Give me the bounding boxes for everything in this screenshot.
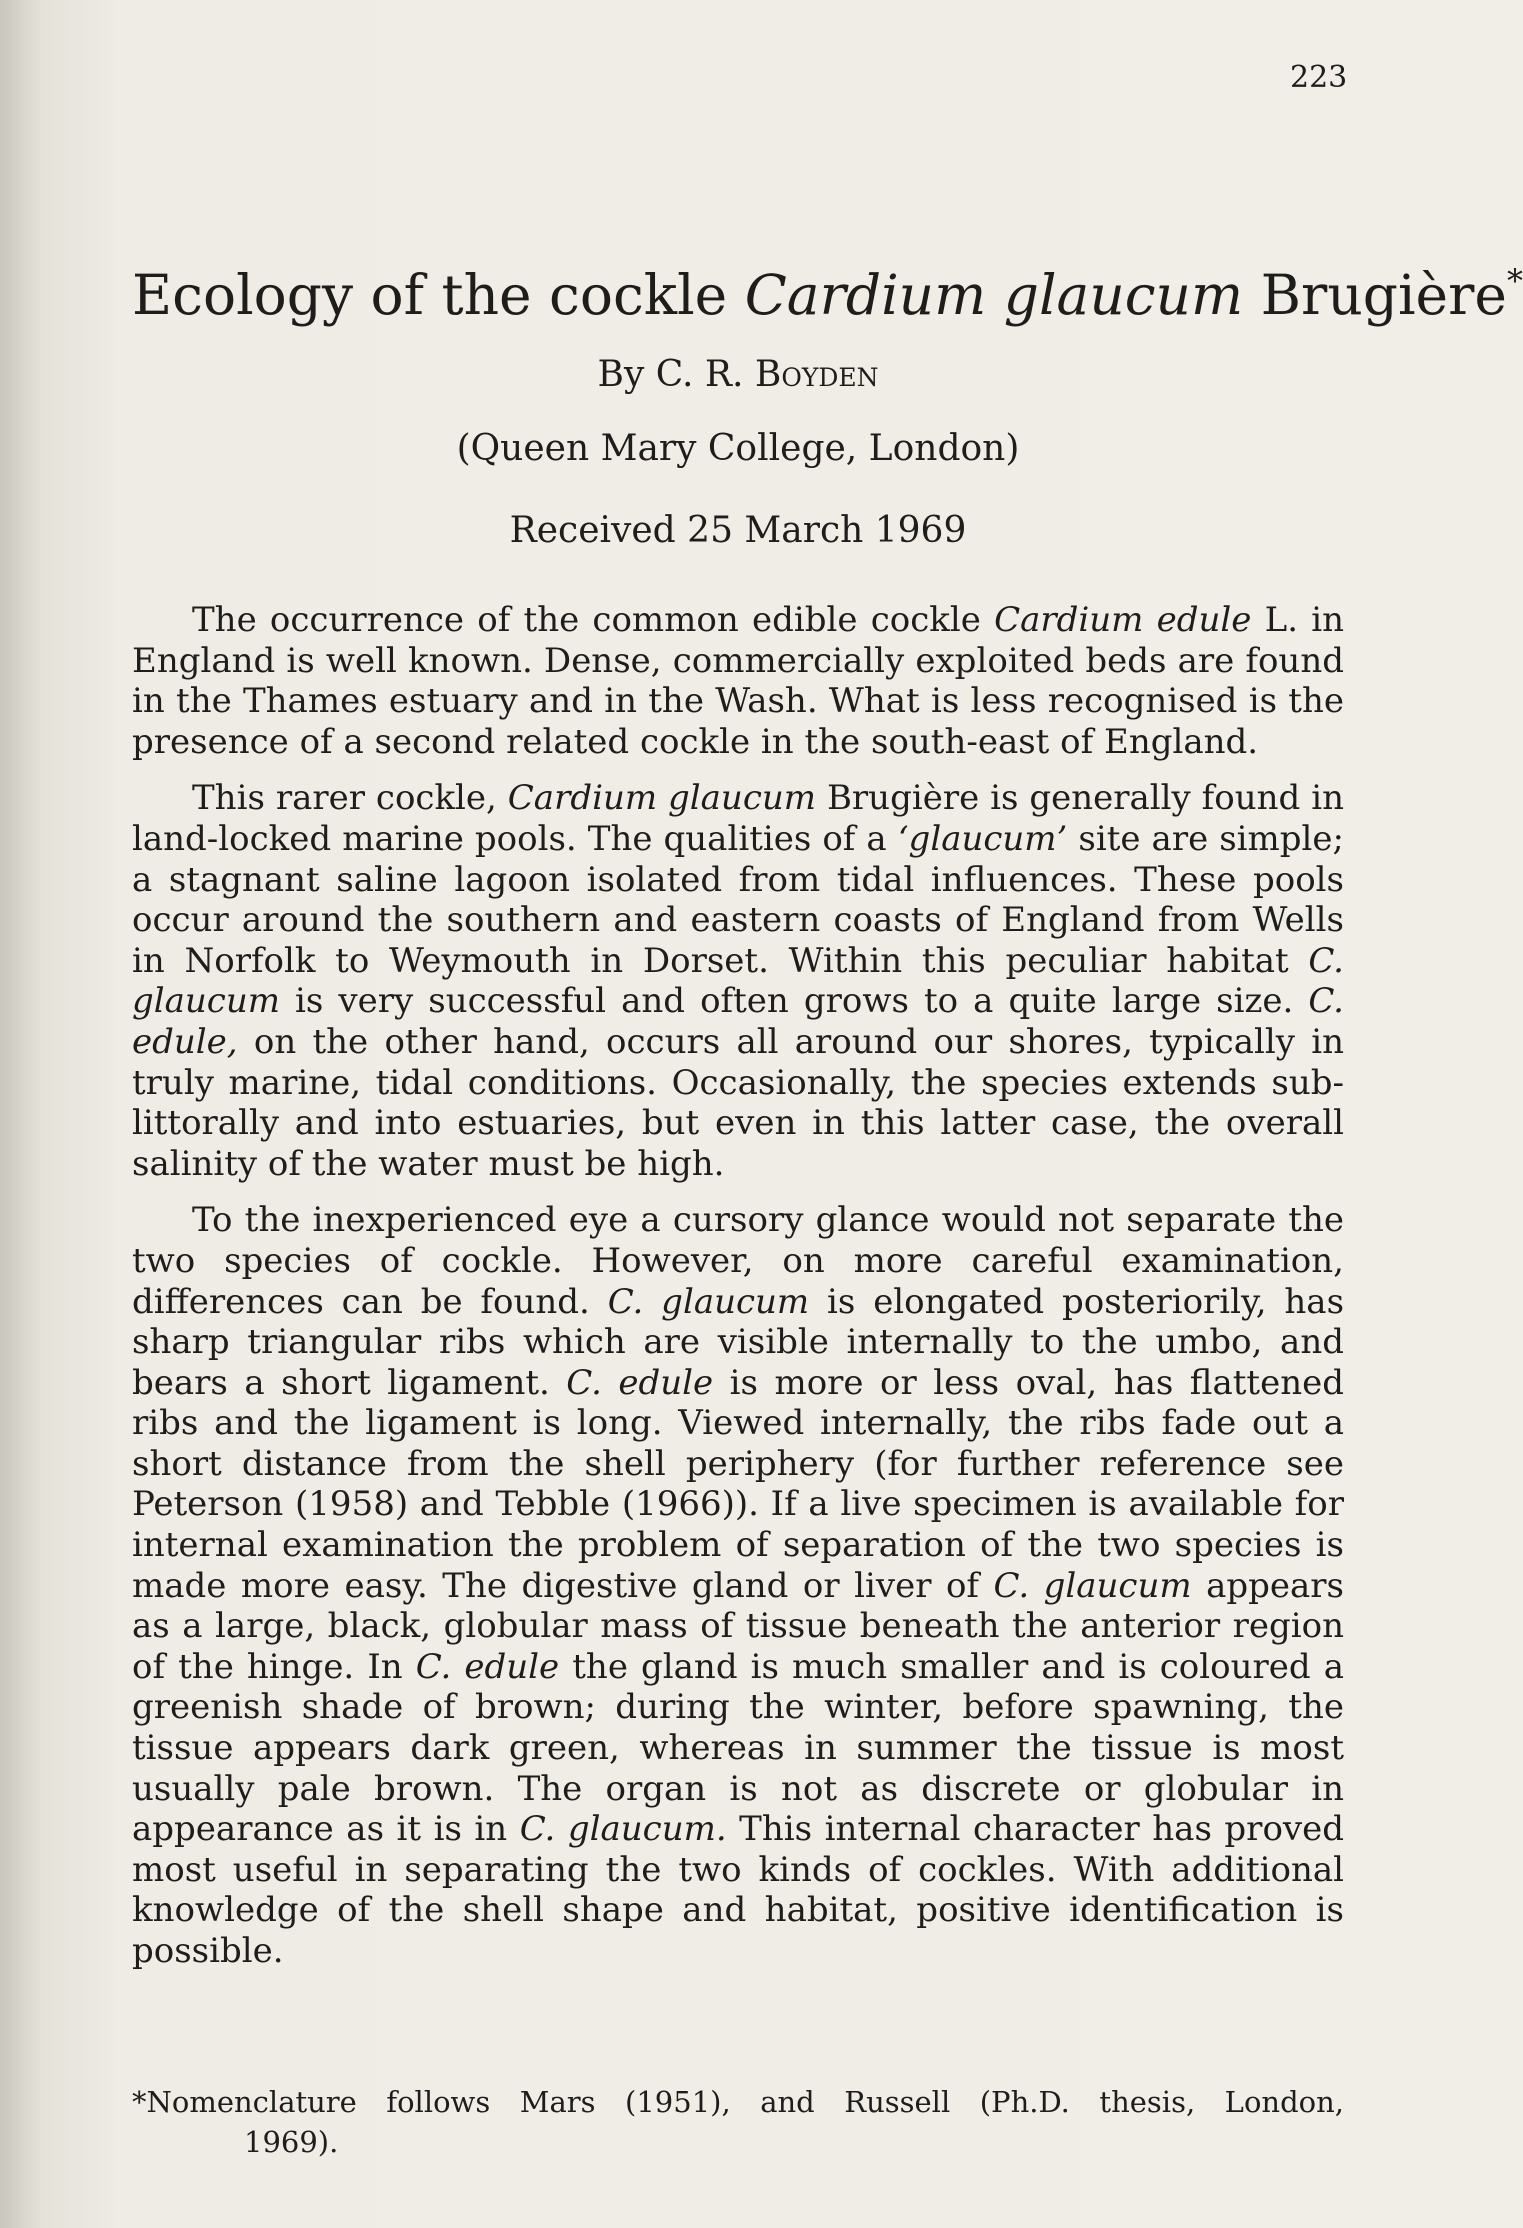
paragraph bbox=[132, 778, 1344, 1184]
text-run: This rarer cockle, bbox=[192, 778, 508, 819]
text-run: This internal character has proved most useful in separating the two kinds of cockles. With additional knowledge of the shell shape and habitat, positive identification is possible. bbox=[132, 1809, 1345, 1971]
footnote-line-2: 1969). bbox=[244, 2125, 339, 2159]
italic-term: C. glaucum bbox=[607, 1281, 810, 1322]
text-run: appears as a large, black, globular mass of tissue beneath the anterior region of the hinge. In bbox=[132, 1565, 1344, 1687]
italic-term: C. edule, bbox=[132, 981, 1344, 1062]
italic-term: ‘glaucum’ bbox=[897, 818, 1068, 859]
italic-term: C. edule bbox=[566, 1362, 714, 1403]
italic-term: C. glaucum. bbox=[519, 1809, 727, 1850]
text-run: The occurrence of the common edible cockle bbox=[192, 600, 995, 640]
paragraph bbox=[132, 600, 1344, 762]
title-text-start: Ecology of the cockle bbox=[132, 263, 745, 327]
italic-term: C. glaucum bbox=[993, 1565, 1192, 1606]
paragraph bbox=[132, 1200, 1344, 1971]
text-run: the gland is much smaller and is coloured a greenish shade of brown; during the winter, before spawning, the tissue appears dark green, whereas in summer the tissue is most usually pale brown. The organ is not as discrete or globular in appearance as it is in bbox=[132, 1646, 1344, 1850]
byline bbox=[132, 354, 1344, 395]
title-text-end: Brugière bbox=[1243, 263, 1507, 327]
italic-term: Cardium edule bbox=[994, 600, 1252, 640]
text-run: To the inexperienced eye a cursory glance would not separate the two species of cockle. However, on more careful examination, differences can be found. bbox=[132, 1200, 1344, 1322]
text-run: is very successful and often grows to a quite large size. bbox=[280, 981, 1309, 1022]
affiliation: (Queen Mary College, London) bbox=[456, 428, 1020, 469]
text-run: site are simple; a stagnant saline lagoon isolated from tidal influences. These pools occur around the southern and eastern coasts of England from Wells in Norfolk to Weymouth in Dorset. Within this peculiar habitat bbox=[132, 818, 1345, 981]
footnote-line-1: *Nomenclature follows Mars (1951), and Russell (Ph.D. thesis, London, bbox=[132, 2085, 1344, 2119]
title-footnote-marker: * bbox=[1506, 262, 1523, 300]
text-run: Brugière is generally found in land-locked marine pools. The qualities of a bbox=[132, 778, 1344, 859]
title-species: Cardium glaucum bbox=[744, 263, 1244, 327]
italic-term: C. edule bbox=[415, 1646, 560, 1687]
text-run: L. in England is well known. Dense, commercially exploited beds are found in the Thames estuary and in the Wash. What is less recognised is the presence of a second related cockle in the south-east of England. bbox=[132, 600, 1344, 762]
article-body bbox=[132, 600, 1344, 1988]
page-number: 223 bbox=[1290, 60, 1348, 95]
article-title bbox=[132, 262, 1523, 327]
author-name: Boyden bbox=[754, 354, 879, 395]
text-run: is elongated posteriorily, has sharp triangular ribs which are visible internally to the umbo, and bears a short ligament. bbox=[132, 1281, 1345, 1403]
text-run: on the other hand, occurs all around our shores, typically in truly marine, tidal conditions. Occasionally, the species extends sub-littorally and into estuaries, but even in this latter case, the overall salinity of the water must be high. bbox=[132, 1021, 1344, 1184]
byline-prefix: By C. R. bbox=[597, 354, 755, 395]
received-date: Received 25 March 1969 bbox=[509, 510, 967, 551]
footnote bbox=[132, 2082, 1344, 2162]
italic-term: C. glaucum bbox=[132, 940, 1344, 1022]
text-run: is more or less oval, has flattened ribs and the ligament is long. Viewed internally, the ribs fade out a short distance from the shell periphery (for further reference see Peterson (1958) and Tebble (1966)). If a live specimen is available for internal examination the problem of separation of the two species is made more easy. The digestive gland or liver of bbox=[132, 1362, 1344, 1606]
italic-term: Cardium glaucum bbox=[507, 778, 817, 819]
